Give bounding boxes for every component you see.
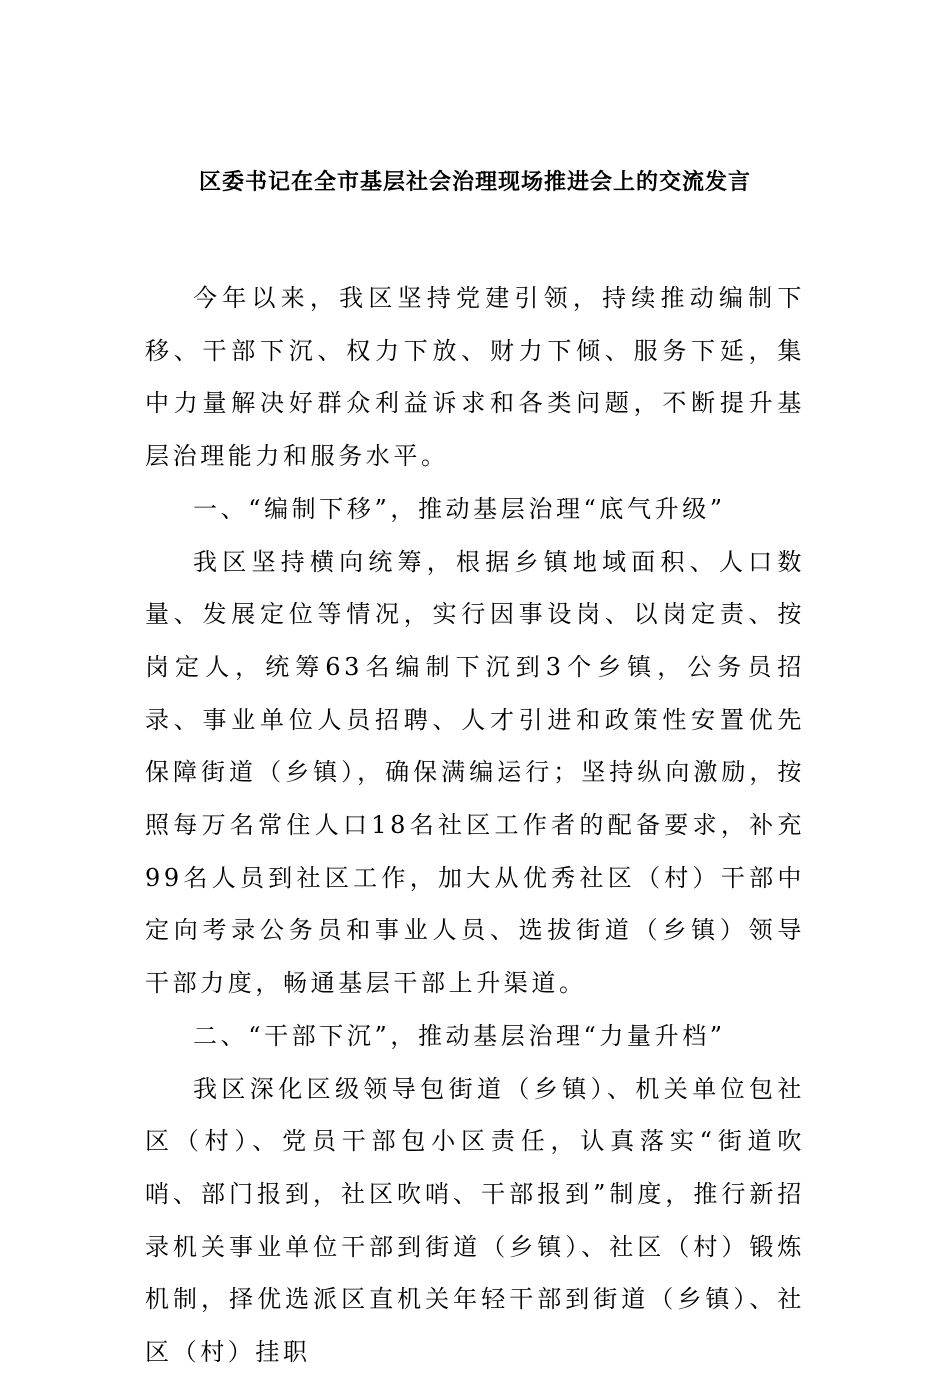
document-title: 区委书记在全市基层社会治理现场推进会上的交流发言	[198, 169, 751, 195]
section-heading-2: 二、“干部下沉”，推动基层治理“力量升档”	[193, 1021, 726, 1050]
paragraph-intro: 今年以来，我区坚持党建引领，持续推动编制下移、干部下沉、权力下放、财力下倾、服务下延，集中力量解决好群众利益诉求和各类问题，不断提升基层治理能力和服务水平。	[145, 284, 805, 471]
paragraph-section-2: 我区深化区级领导包街道（乡镇）、机关单位包社区（村）、党员干部包小区责任，认真落实“街道吹哨、部门报到，社区吹哨、干部报到”制度，推行新招录机关事业单位干部到街道（乡镇）、社区（村）锻炼机制，择优选派区直机关年轻干部到街道（乡镇）、社区（村）挂职	[145, 1074, 805, 1367]
section-heading-1: 一、“编制下移”，推动基层治理“底气升级”	[193, 494, 726, 523]
paragraph-section-1: 我区坚持横向统筹，根据乡镇地域面积、人口数量、发展定位等情况，实行因事设岗、以岗定责、按岗定人，统筹63名编制下沉到3个乡镇，公务员招录、事业单位人员招聘、人才引进和政策性安置优先保障街道（乡镇），确保满编运行；坚持纵向激励，按照每万名常住人口18名社区工作者的配备要求，补充99名人员到社区工作，加大从优秀社区（村）干部中定向考录公务员和事业人员、选拔街道（乡镇）领导干部力度，畅通基层干部上升渠道。	[145, 547, 805, 998]
document-body	[145, 272, 805, 1379]
